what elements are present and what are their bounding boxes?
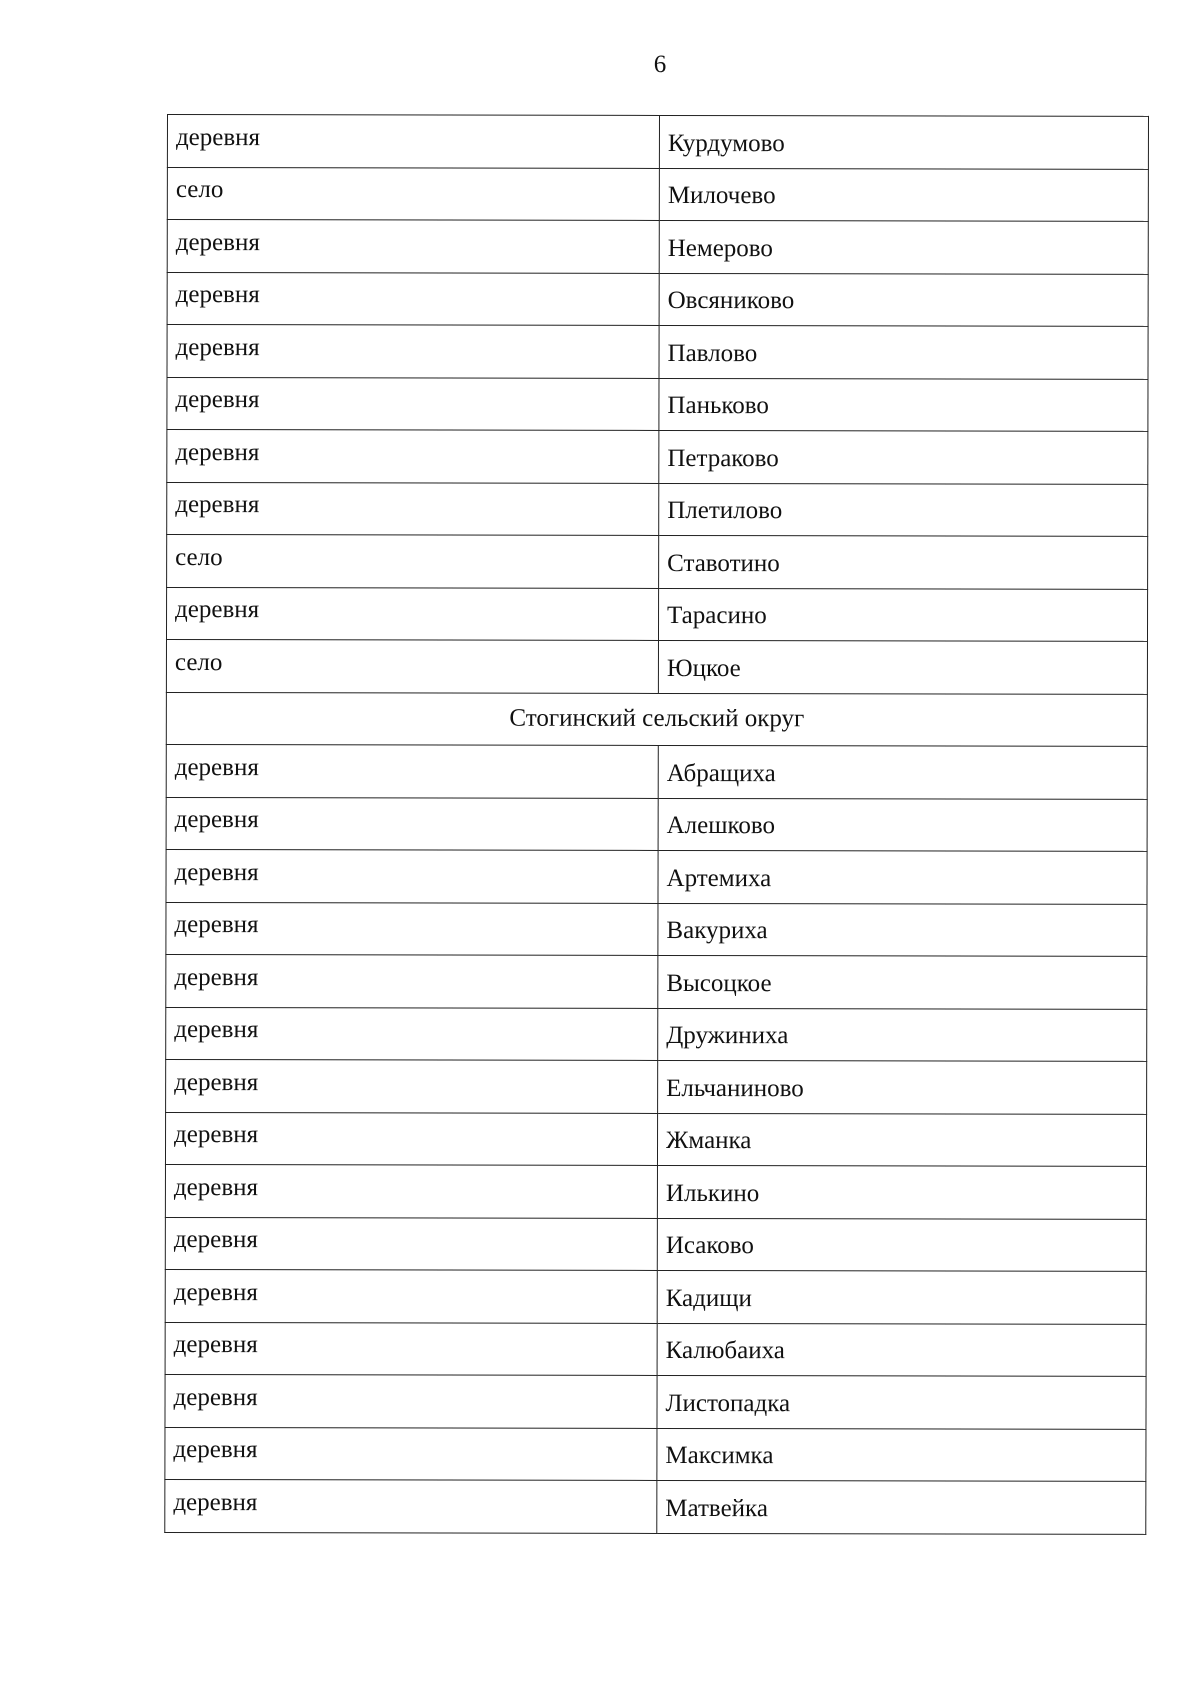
settlement-name: Тарасино [667, 602, 767, 630]
table-row [165, 1427, 1146, 1481]
settlement-name: Дружиниха [666, 1022, 789, 1050]
settlement-type-cell [166, 640, 658, 693]
settlement-type: деревня [173, 1331, 258, 1359]
settlement-name-cell [659, 273, 1148, 326]
settlement-name-cell [659, 483, 1148, 536]
settlement-type: деревня [174, 1016, 259, 1044]
settlement-type-cell [166, 849, 658, 902]
settlement-type: деревня [173, 1173, 259, 1201]
settlement-type: деревня [175, 386, 260, 414]
table-row [166, 1007, 1147, 1061]
table-row [167, 272, 1148, 326]
table-row [167, 115, 1148, 169]
settlement-name: Паньково [667, 392, 769, 420]
settlement-type: деревня [174, 1121, 259, 1149]
settlement-name: Ельчаниново [666, 1074, 804, 1102]
settlement-type: деревня [175, 228, 260, 256]
table-row [165, 1112, 1146, 1166]
settlement-type: деревня [175, 123, 261, 151]
settlement-name: Алешково [666, 812, 776, 840]
table-row [166, 902, 1147, 956]
table-row [166, 640, 1147, 694]
table-row [166, 849, 1147, 903]
settlement-name: Юцкое [666, 654, 741, 682]
settlement-type: деревня [174, 806, 259, 834]
settlement-type: деревня [173, 1383, 258, 1411]
settlement-name: Абращиха [666, 759, 776, 787]
table-row [167, 167, 1148, 221]
settlement-name: Кадищи [665, 1284, 752, 1312]
settlement-name-cell [657, 1375, 1146, 1428]
settlements-table [164, 114, 1149, 1534]
settlement-name-cell [657, 1165, 1146, 1218]
table-row [167, 325, 1148, 379]
settlement-type: деревня [175, 281, 260, 309]
settlement-name: Ставотино [667, 549, 780, 577]
settlement-name-cell [659, 430, 1148, 483]
settlement-type: деревня [175, 333, 260, 361]
settlement-name-cell [657, 1428, 1146, 1481]
settlement-type-cell [167, 272, 659, 325]
section-header-row [166, 692, 1147, 746]
settlement-type-cell [167, 482, 659, 535]
settlement-name: Милочево [667, 182, 776, 210]
settlement-type-cell [165, 1479, 657, 1532]
settlement-name: Плетилово [667, 497, 783, 525]
settlement-name-cell [657, 1218, 1146, 1271]
settlement-type-cell [167, 377, 659, 430]
settlement-type: село [174, 648, 223, 676]
settlement-name-cell [659, 325, 1148, 378]
settlement-type-cell [165, 1217, 657, 1270]
settlement-type-cell [165, 1374, 657, 1427]
settlement-name-cell [657, 1270, 1146, 1323]
settlement-type-cell [166, 902, 658, 955]
settlement-name-cell [658, 798, 1147, 851]
settlement-type: деревня [174, 911, 259, 939]
table-row [165, 1164, 1146, 1218]
settlement-name: Исаково [665, 1232, 754, 1260]
settlement-name: Илькино [665, 1179, 760, 1207]
settlement-type: село [175, 176, 224, 204]
settlement-type-cell [166, 1059, 658, 1112]
settlement-type: деревня [174, 1068, 259, 1096]
table-row [165, 1269, 1146, 1323]
table-row [166, 797, 1147, 851]
settlement-name-cell [658, 903, 1147, 956]
settlement-name: Вакуриха [666, 917, 768, 945]
settlement-name-cell [658, 588, 1147, 641]
table-row [165, 1479, 1146, 1533]
table-row [166, 954, 1147, 1008]
settlement-type-cell [166, 1007, 658, 1060]
table-row [167, 220, 1148, 274]
settlement-type-cell [165, 1322, 657, 1375]
settlement-name-cell [657, 1113, 1146, 1166]
settlement-type-cell [167, 167, 659, 220]
settlement-name-cell [658, 1060, 1147, 1113]
settlement-name-cell [658, 745, 1147, 798]
settlement-name-cell [657, 1480, 1146, 1533]
settlement-name: Петраково [667, 444, 779, 472]
settlement-type-cell [167, 220, 659, 273]
table-row [167, 535, 1148, 589]
settlement-type: деревня [173, 1488, 258, 1516]
settlement-type-cell [167, 115, 659, 168]
settlement-type-cell [166, 587, 658, 640]
settlement-name-cell [659, 378, 1148, 431]
settlement-type: деревня [174, 963, 259, 991]
settlement-type-cell [166, 797, 658, 850]
settlement-name: Жманка [666, 1127, 752, 1155]
settlement-type-cell [167, 430, 659, 483]
table-row [166, 1059, 1147, 1113]
settlement-type: деревня [173, 1278, 258, 1306]
settlement-name: Павлово [667, 339, 758, 367]
settlement-type: деревня [173, 1226, 258, 1254]
settlement-name: Немерово [667, 234, 773, 262]
table-row [165, 1374, 1146, 1428]
settlement-type-cell [167, 535, 659, 588]
table-row [167, 430, 1148, 484]
settlement-type: деревня [174, 753, 259, 781]
settlement-type: деревня [175, 491, 260, 519]
table-row [166, 587, 1147, 641]
settlement-name-cell [659, 168, 1148, 221]
settlement-type: деревня [174, 858, 259, 886]
settlement-name-cell [658, 850, 1147, 903]
settlement-type-cell [165, 1112, 657, 1165]
page-number: 6 [653, 51, 667, 78]
settlement-type-cell [165, 1269, 657, 1322]
settlement-name-cell [659, 220, 1148, 273]
settlement-type: село [175, 543, 223, 571]
table-row [167, 377, 1148, 431]
settlement-name-cell [659, 115, 1148, 168]
settlement-name-cell [657, 1323, 1146, 1376]
table-row [165, 1217, 1146, 1271]
table-row [167, 482, 1148, 536]
table-row [166, 744, 1147, 798]
settlement-name: Листопадка [665, 1389, 791, 1417]
settlement-name: Калюбаиха [665, 1337, 785, 1365]
settlement-name: Максимка [665, 1442, 774, 1470]
settlement-type-cell [165, 1164, 657, 1217]
settlement-type: деревня [175, 438, 260, 466]
settlement-type-cell [166, 744, 658, 797]
settlement-type-cell [167, 325, 659, 378]
settlement-type: деревня [175, 596, 260, 624]
table-row [165, 1322, 1146, 1376]
settlement-type: деревня [173, 1436, 258, 1464]
settlement-type-cell [166, 954, 658, 1007]
settlement-type-cell [165, 1427, 657, 1480]
settlement-name-cell [658, 955, 1147, 1008]
settlement-name: Артемиха [666, 864, 772, 892]
settlement-name: Овсяниково [667, 287, 795, 315]
section-header: Стогинский сельский округ [166, 692, 1147, 746]
settlement-name: Матвейка [665, 1494, 768, 1522]
settlement-name: Высоцкое [666, 969, 772, 997]
settlement-name-cell [659, 535, 1148, 588]
settlement-name-cell [658, 1008, 1147, 1061]
settlement-name: Курдумово [667, 129, 785, 157]
settlement-name-cell [658, 640, 1147, 693]
